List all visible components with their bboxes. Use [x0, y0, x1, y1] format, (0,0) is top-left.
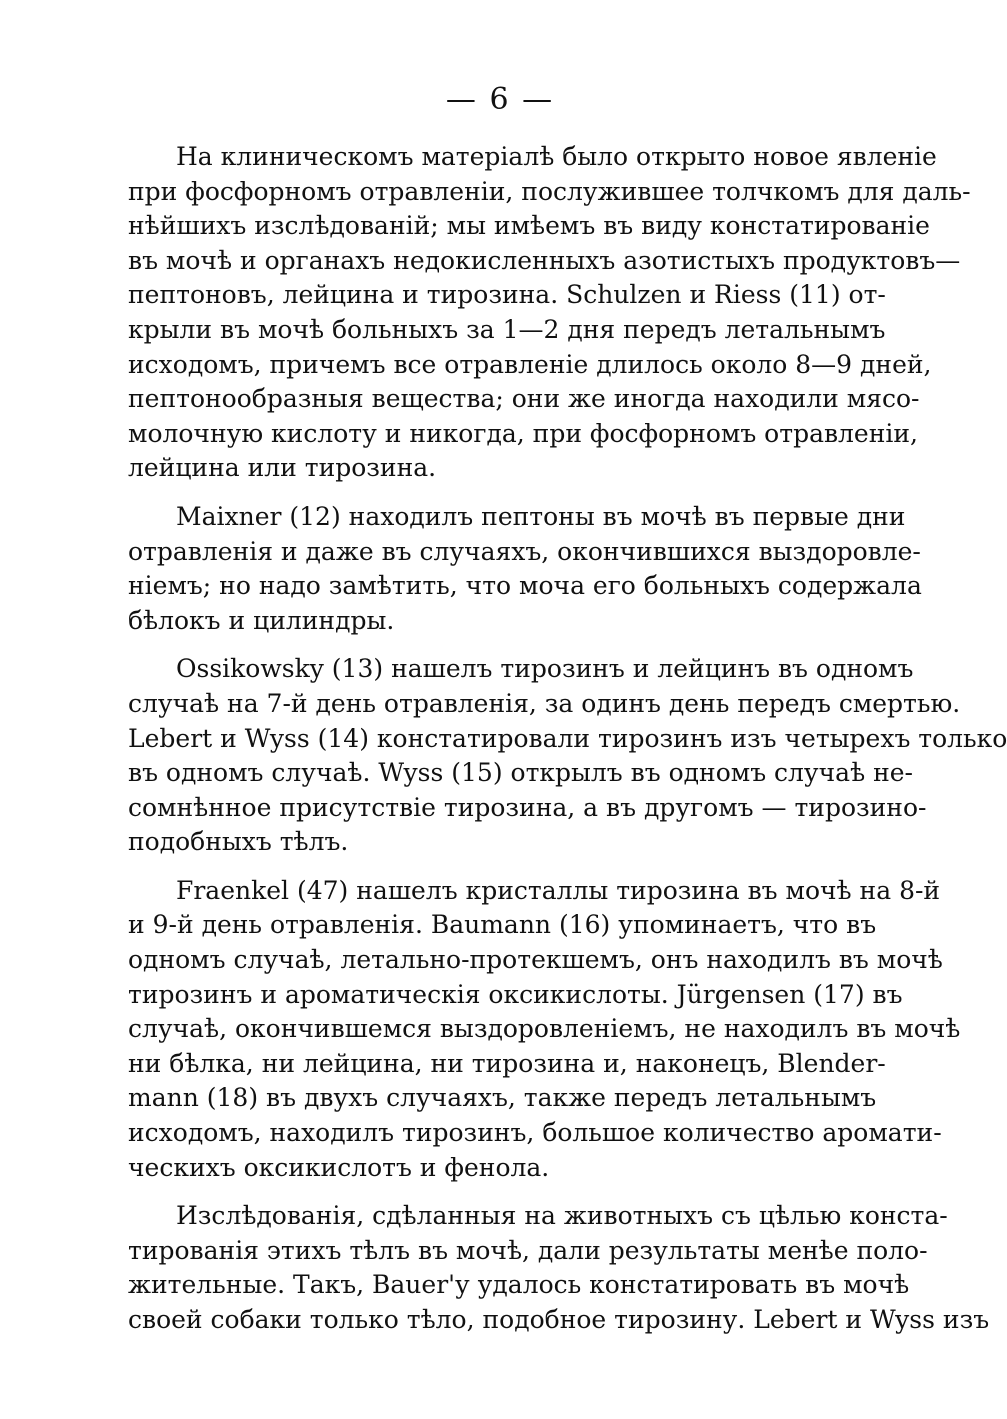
- paragraph-2: [128, 500, 922, 638]
- text-line: На клиническомъ матеріалѣ было открыто новое явленіе: [176, 142, 937, 171]
- text-line: одномъ случаѣ, летально-протекшемъ, онъ находилъ въ мочѣ: [128, 945, 943, 975]
- text-line: своей собаки только тѣло, подобное тирозину. Lebert и Wyss изъ: [128, 1305, 990, 1334]
- text-line: подобныхъ тѣлъ.: [128, 827, 349, 857]
- text-line: случаѣ на 7-й день отравленія, за одинъ день передъ смертью.: [128, 688, 961, 718]
- text-line: сомнѣнное присутствіе тирозина, а въ другомъ — тирозино-: [128, 792, 927, 822]
- page-number: — 6 —: [445, 82, 555, 117]
- text-line: крыли въ мочѣ больныхъ за 1—2 дня передъ летальнымъ: [128, 314, 886, 344]
- text-line: Maixner (12) находилъ пептоны въ мочѣ въ первые дни: [176, 501, 906, 531]
- text-line: исходомъ, причемъ все отравленіе длилось около 8—9 дней,: [128, 349, 932, 379]
- text-line: и 9-й день отравленія. Baumann (16) упоминаетъ, что въ: [128, 910, 877, 940]
- text-line: молочную кислоту и никогда, при фосфорномъ отравленіи,: [128, 418, 918, 448]
- text-line: тированія этихъ тѣлъ въ мочѣ, дали результаты менѣе поло-: [128, 1235, 928, 1265]
- text-line: бѣлокъ и цилиндры.: [128, 605, 395, 635]
- paragraph-5: [128, 1199, 990, 1337]
- text-line: въ одномъ случаѣ. Wyss (15) открылъ въ одномъ случаѣ не-: [128, 758, 913, 788]
- text-line: лейцина или тирозина.: [128, 453, 437, 483]
- text-line: нѣйшихъ изслѣдованій; мы имѣемъ въ виду констатированіе: [128, 211, 930, 241]
- paragraph-3: [128, 652, 1007, 860]
- text-line: тирозинъ и ароматическія оксикислоты. Jürgensen (17) въ: [128, 979, 903, 1009]
- text-line: исходомъ, находилъ тирозинъ, большое количество аромати-: [128, 1118, 942, 1148]
- paragraph-1: [128, 140, 971, 486]
- text-line: при фосфорномъ отравленіи, послужившее толчкомъ для даль-: [128, 176, 971, 206]
- paragraph-gap: [128, 638, 870, 652]
- text-line: пептонообразныя вещества; они же иногда находили мясо-: [128, 384, 920, 414]
- paragraph-gap: [128, 1185, 870, 1199]
- text-line: пептоновъ, лейцина и тирозина. Schulzen и Riess (11) от-: [128, 280, 886, 310]
- body-text: [128, 140, 1007, 1338]
- text-line: случаѣ, окончившемся выздоровленіемъ, не находилъ въ мочѣ: [128, 1014, 961, 1044]
- text-line: жительные. Такъ, Bauer'у удалось констатировать въ мочѣ: [128, 1270, 910, 1300]
- text-line: отравленія и даже въ случаяхъ, окончившихся выздоровле-: [128, 536, 921, 566]
- text-line: ческихъ оксикислотъ и фенола.: [128, 1152, 550, 1182]
- paragraph-gap: [128, 860, 870, 874]
- text-line: Ossikowsky (13) нашелъ тирозинъ и лейцинъ въ одномъ: [176, 654, 914, 684]
- paragraph-gap: [128, 486, 870, 500]
- text-line: въ мочѣ и органахъ недокисленныхъ азотистыхъ продуктовъ—: [128, 245, 961, 275]
- text-line: ни бѣлка, ни лейцина, ни тирозина и, наконецъ, Blender-: [128, 1048, 886, 1078]
- text-line: Lebert и Wyss (14) констатировали тирозинъ изъ четырехъ только: [128, 723, 1007, 753]
- text-line: ніемъ; но надо замѣтить, что моча его больныхъ содержала: [128, 571, 922, 601]
- text-line: Изслѣдованія, сдѣланныя на животныхъ съ цѣлью конста-: [176, 1201, 948, 1231]
- text-line: mann (18) въ двухъ случаяхъ, также передъ летальнымъ: [128, 1083, 877, 1113]
- text-line: Fraenkel (47) нашелъ кристаллы тирозина въ мочѣ на 8-й: [176, 875, 941, 905]
- paragraph-4: [128, 874, 961, 1185]
